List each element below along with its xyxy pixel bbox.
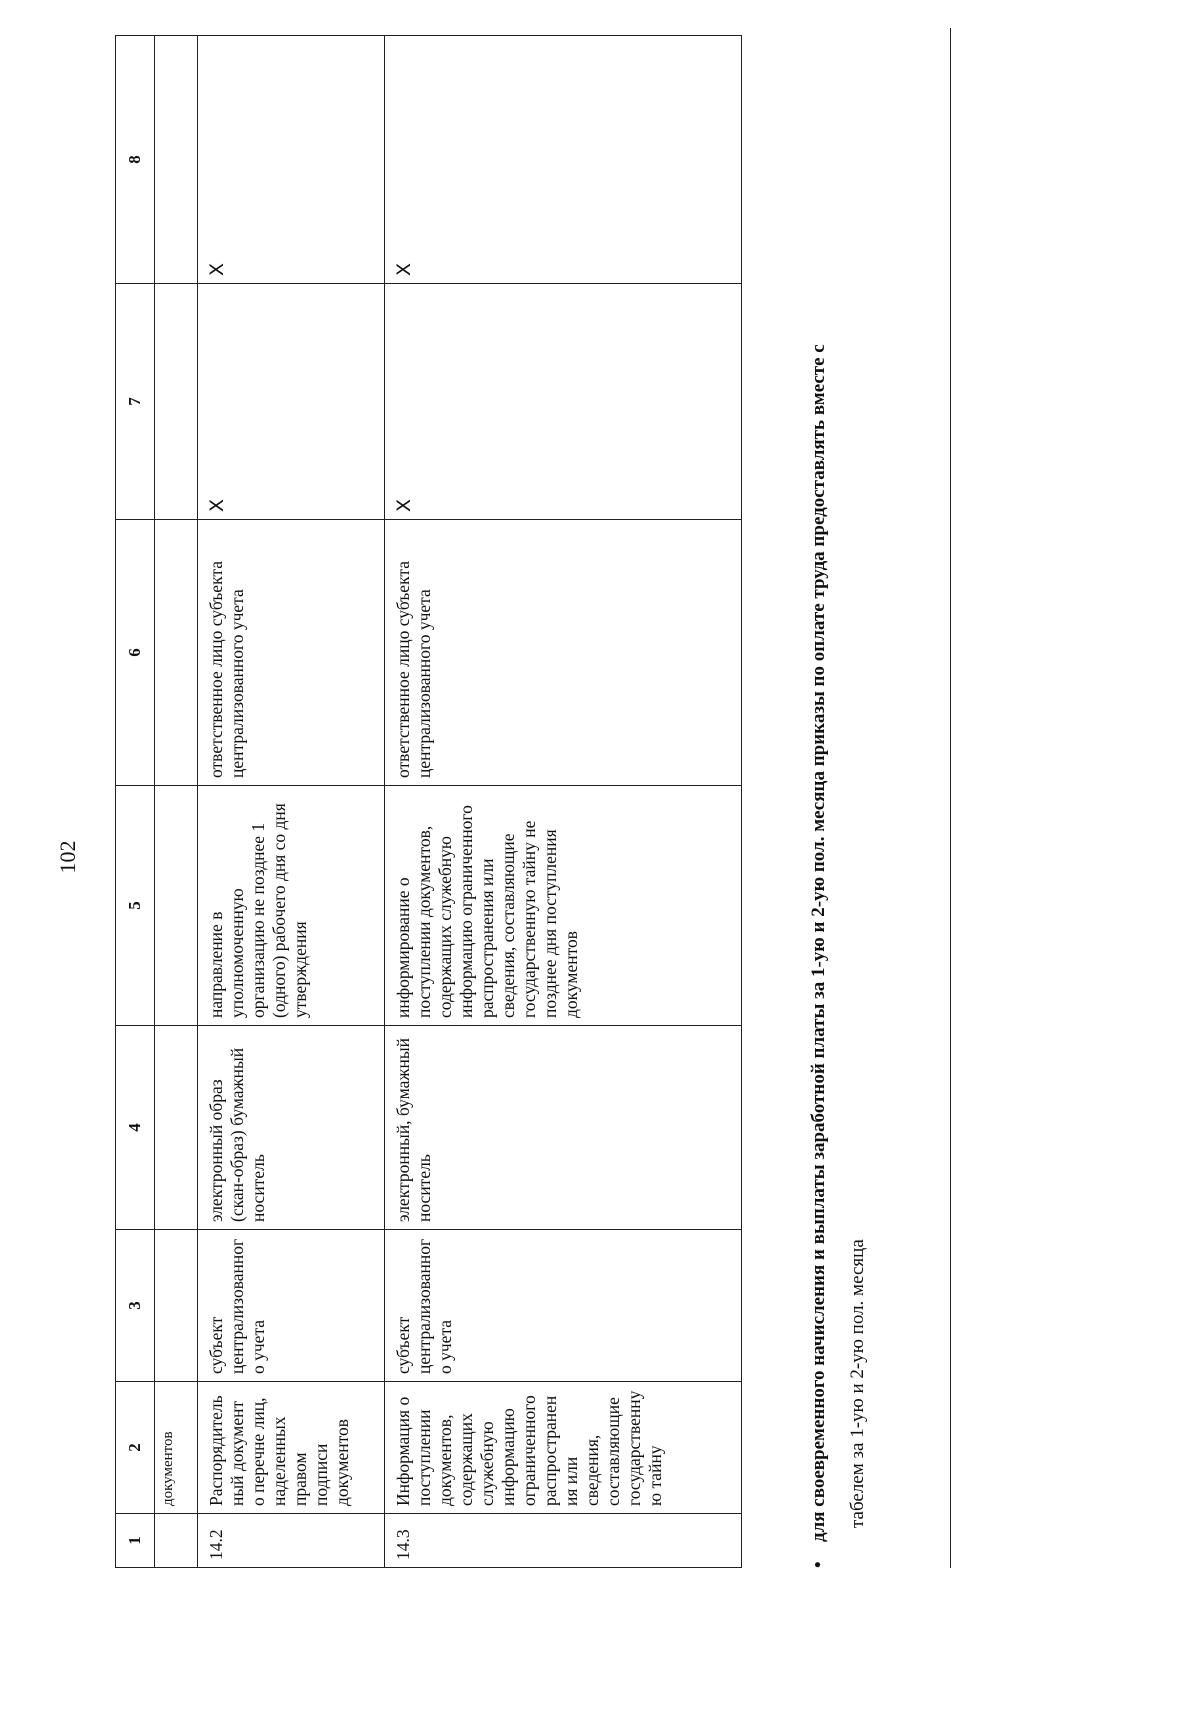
- table-cell: [155, 1026, 198, 1230]
- document-table: [115, 35, 742, 1568]
- x-mark-cell: X: [385, 284, 742, 520]
- x-mark-cell: X: [385, 36, 742, 284]
- table-row: [385, 36, 742, 1568]
- table-cell: [155, 786, 198, 1026]
- page-number: 102: [55, 840, 80, 874]
- table-cell: [155, 520, 198, 786]
- deadline-cell: информирование о поступлении документов, содержащих служебную информацию ограниченного распространения или сведения, составляющие государственную тайну не позднее дня поступления документов: [385, 786, 742, 1026]
- table-cell: [155, 1230, 198, 1382]
- carrier-type-cell: электронный, бумажный носитель: [385, 1026, 742, 1230]
- table-row: [198, 36, 385, 1568]
- responsible-cell: ответственное лицо субъекта централизованного учета: [198, 520, 385, 786]
- originator-cell: субъект централизованного учета: [198, 1230, 385, 1382]
- column-number: 4: [116, 1026, 155, 1230]
- footnote-line-2: табелем за 1-ую и 2-ую пол. месяца: [846, 1239, 868, 1528]
- x-mark-cell: X: [198, 284, 385, 520]
- document-name-cell: Информация о поступлении документов, содержащих служебную информацию ограниченного распространения или сведения, составляющие государственную тайну: [385, 1382, 742, 1514]
- column-number: 8: [116, 36, 155, 284]
- column-number-row: [116, 36, 155, 1568]
- footnote-line-1: [800, 28, 839, 1568]
- carrier-type-cell: электронный образ (скан-образ) бумажный носитель: [198, 1026, 385, 1230]
- row-number-cell: 14.2: [198, 1514, 385, 1568]
- column-number: 2: [116, 1382, 155, 1514]
- document-name-cell: Распорядительный документ о перечне лиц, наделенных правом подписи документов: [198, 1382, 385, 1514]
- table-cell: [155, 284, 198, 520]
- footnote-text-1: для своевременного начисления и выплаты заработной платы за 1-ую и 2-ую пол. месяца приказы по оплате труда предоставлять вместе с: [808, 344, 829, 1542]
- continuation-row: [155, 36, 198, 1568]
- separator-line: [950, 28, 951, 1568]
- originator-cell: субъект централизованного учета: [385, 1230, 742, 1382]
- column-number: 3: [116, 1230, 155, 1382]
- table-cell: [155, 36, 198, 284]
- row-number-cell: 14.3: [385, 1514, 742, 1568]
- footnote: [800, 28, 878, 1568]
- column-number: 7: [116, 284, 155, 520]
- bullet-icon: •: [808, 1561, 829, 1568]
- column-number: 1: [116, 1514, 155, 1568]
- column-number: 6: [116, 520, 155, 786]
- deadline-cell: направление в уполномоченную организацию не позднее 1 (одного) рабочего дня со дня утверждения: [198, 786, 385, 1026]
- table-cell-continuation: документов: [155, 1382, 198, 1514]
- table-cell: [155, 1514, 198, 1568]
- column-number: 5: [116, 786, 155, 1026]
- responsible-cell: ответственное лицо субъекта централизованного учета: [385, 520, 742, 786]
- x-mark-cell: X: [198, 36, 385, 284]
